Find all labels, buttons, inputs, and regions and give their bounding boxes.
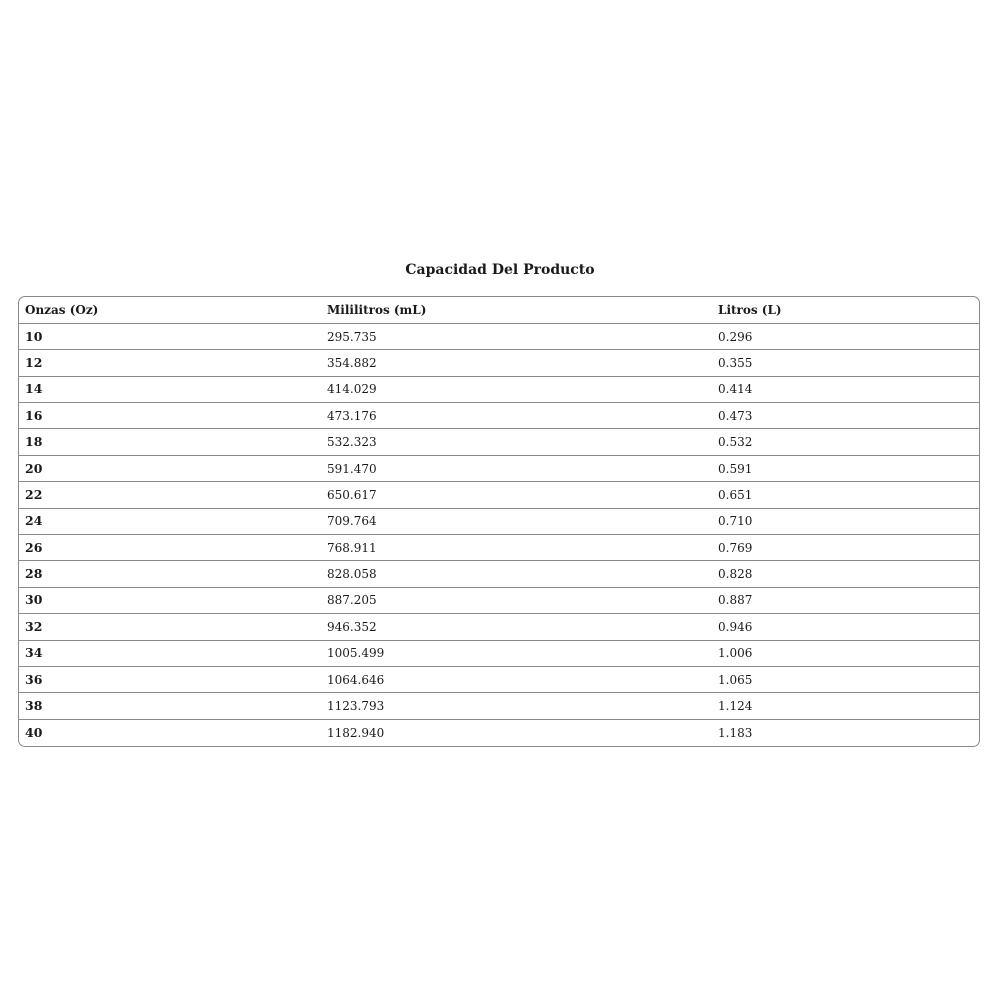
cell-ounces: 28	[19, 561, 321, 587]
cell-liters: 1.065	[712, 666, 979, 692]
cell-ounces: 20	[19, 455, 321, 481]
cell-ounces: 22	[19, 482, 321, 508]
table-row	[19, 350, 979, 376]
cell-liters: 0.296	[712, 323, 979, 349]
cell-milliliters: 1182.940	[327, 725, 385, 740]
cell-milliliters: 591.470	[321, 455, 712, 481]
capacity-table	[19, 297, 979, 746]
cell-liters: 0.651	[712, 482, 979, 508]
column-header-milliliters: Mililitros (mL)	[321, 297, 712, 323]
cell-milliliters: 887.205	[321, 587, 712, 613]
table-header-row	[19, 297, 979, 323]
cell-milliliters: 709.764	[321, 508, 712, 534]
cell-liters: 1.183	[718, 725, 753, 740]
cell-ounces: 30	[19, 587, 321, 613]
cell-liters: 0.532	[712, 429, 979, 455]
cell-milliliters: 1123.793	[321, 693, 712, 719]
table-row	[19, 614, 979, 640]
table-row	[19, 455, 979, 481]
cell-milliliters: 1064.646	[321, 666, 712, 692]
cell-milliliters: 473.176	[321, 403, 712, 429]
cell-ounces: 38	[19, 693, 321, 719]
cell-liters: 0.414	[712, 376, 979, 402]
cell-ounces: 26	[19, 535, 321, 561]
cell-milliliters: 532.323	[321, 429, 712, 455]
cell-liters: 0.591	[712, 455, 979, 481]
cell-milliliters: 354.882	[321, 350, 712, 376]
capacity-table-container	[18, 296, 980, 747]
cell-liters: 0.473	[712, 403, 979, 429]
table-row	[19, 482, 979, 508]
cell-liters: 0.828	[712, 561, 979, 587]
table-row	[19, 640, 979, 666]
cell-liters: 1.124	[712, 693, 979, 719]
cell-milliliters: 828.058	[321, 561, 712, 587]
cell-liters: 0.887	[712, 587, 979, 613]
cell-ounces: 40	[25, 724, 43, 740]
cell-liters: 0.355	[712, 350, 979, 376]
cell-liters: 1.006	[712, 640, 979, 666]
table-row	[19, 376, 979, 402]
cell-milliliters: 768.911	[321, 535, 712, 561]
cell-milliliters: 946.352	[321, 614, 712, 640]
table-row	[19, 323, 979, 349]
cell-ounces: 24	[19, 508, 321, 534]
cell-ounces: 12	[19, 350, 321, 376]
cell-ounces: 36	[19, 666, 321, 692]
table-row	[19, 429, 979, 455]
cell-liters: 0.769	[712, 535, 979, 561]
column-header-ounces: Onzas (Oz)	[19, 297, 321, 323]
cell-milliliters: 295.735	[321, 323, 712, 349]
cell-liters: 0.946	[712, 614, 979, 640]
cell-ounces: 18	[19, 429, 321, 455]
cell-ounces: 16	[19, 403, 321, 429]
cell-ounces: 10	[19, 323, 321, 349]
table-title: Capacidad Del Producto	[405, 262, 595, 278]
column-header-liters: Litros (L)	[712, 297, 979, 323]
cell-milliliters: 1005.499	[321, 640, 712, 666]
table-row	[19, 587, 979, 613]
cell-ounces: 34	[19, 640, 321, 666]
table-row	[19, 693, 979, 719]
table-row	[19, 403, 979, 429]
table-row	[19, 508, 979, 534]
cell-milliliters: 414.029	[321, 376, 712, 402]
table-row	[19, 561, 979, 587]
table-row	[19, 535, 979, 561]
table-row	[19, 666, 979, 692]
cell-ounces: 14	[19, 376, 321, 402]
cell-liters: 0.710	[712, 508, 979, 534]
cell-ounces: 32	[19, 614, 321, 640]
table-row	[19, 719, 979, 745]
cell-milliliters: 650.617	[321, 482, 712, 508]
